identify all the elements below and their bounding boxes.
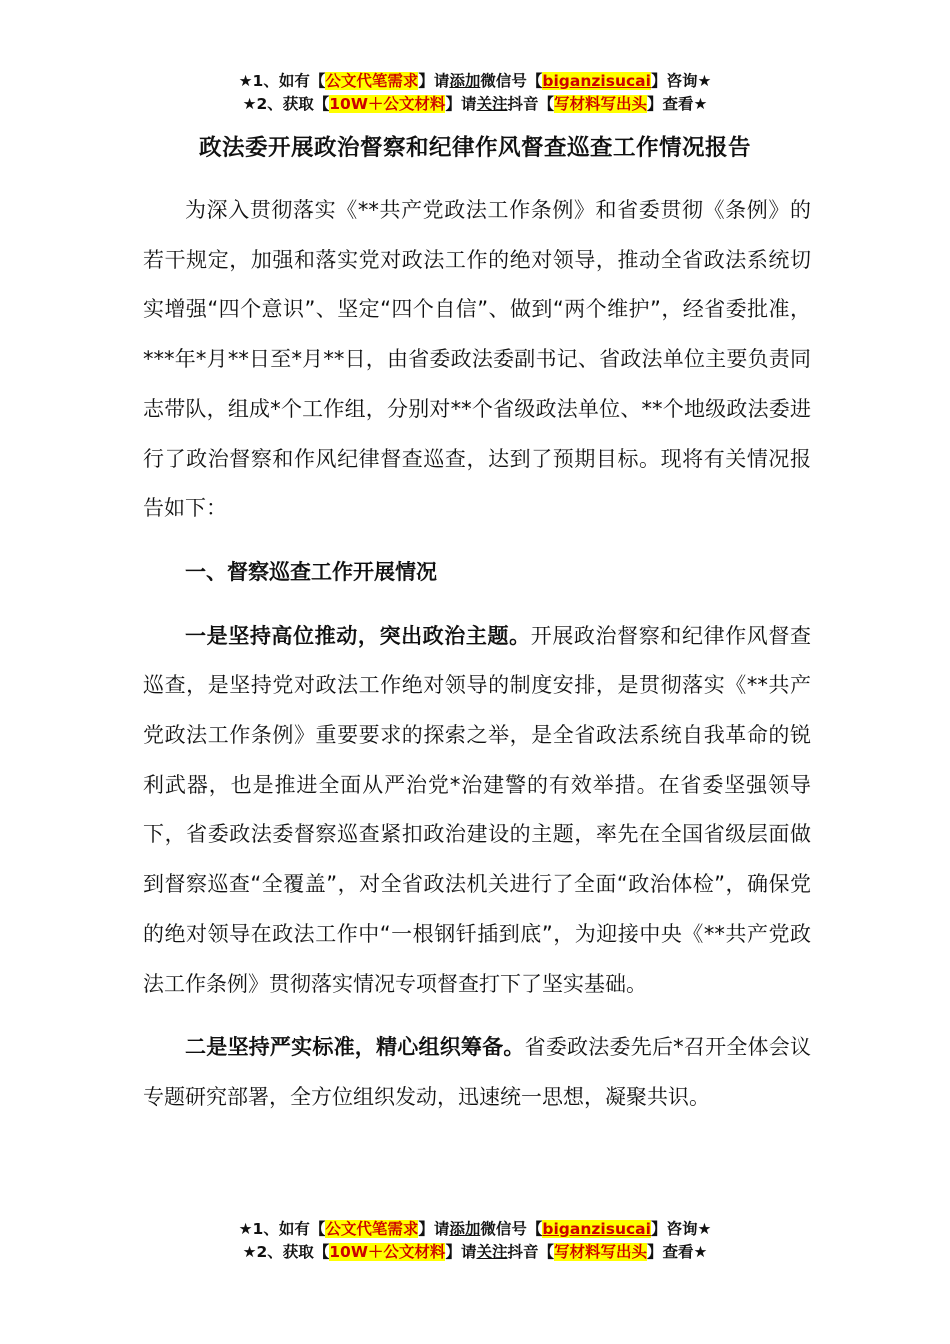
promo-text: ★2、获取【 [242,1243,330,1261]
promo-highlight: biganzisucai [542,1220,651,1238]
promo-text: ★1、如有【 [238,1220,326,1238]
paragraph-lead: 二是坚持严实标准，精心组织筹备。 [185,1035,525,1060]
promo-text: 】查看★ [647,1243,708,1261]
promo-text: 】查看★ [647,95,708,113]
promo-underlined: 关注 [476,1243,508,1261]
paragraph-text: 开展政治督察和纪律作风督查巡查，是坚持党对政法工作绝对领导的制度安排，是贯彻落实《**共产党政法工作条例》重要要求的探索之举，是全省政法系统自我革命的锐利武器，也是推进全面从严治党*治建警的有效举措。在省委坚强领导下，省委政法委督察巡查紧扣政治建设的主题，率先在全国省级层面做到督察巡查“全覆盖”，对全省政法机关进行了全面“政治体检”，确保党的绝对领导在政法工作中“一根钢钎插到底”，为迎接中央《**共产党政法工作条例》贯彻落实情况专项督查打下了坚实基础。 [143,623,812,996]
promo-highlight: 写材料写出头 [553,95,647,113]
promo-text: 】请 [445,1243,477,1261]
promo-line-1 [0,70,950,93]
promo-text: 】请 [418,1220,450,1238]
promo-highlight: 公文代笔需求 [325,72,419,90]
promo-text: ★2、获取【 [242,95,330,113]
promo-line-2 [0,93,950,116]
paragraph-lead: 一是坚持高位推动，突出政治主题。 [185,623,531,648]
paragraph-text: 省委政法委先后*召开全体会议专题研究部署，全方位组织发动，迅速统一思想，凝聚共识。 [143,1035,812,1109]
promo-text: 抖音【 [507,95,554,113]
paragraph-2 [143,1023,811,1122]
promo-underlined: 添加 [449,72,481,90]
promo-highlight: 写材料写出头 [553,1243,647,1261]
paragraph-1 [143,612,811,1010]
promo-highlight: 10W＋公文材料 [329,1243,446,1261]
promo-banner-top [0,70,950,116]
promo-line-1 [0,1218,950,1241]
promo-highlight: biganzisucai [542,72,651,90]
promo-text: 】请 [418,72,450,90]
intro-paragraph: 为深入贯彻落实《**共产党政法工作条例》和省委贯彻《条例》的若干规定，加强和落实党对政法工作的绝对领导，推动全省政法系统切实增强“四个意识”、坚定“四个自信”、做到“两个维护”，经省委批准，***年*月**日至*月**日，由省委政法委副书记、省政法单位主要负责同志带队，组成*个工作组，分别对**个省级政法单位、**个地级政法委进行了政治督察和作风纪律督查巡查，达到了预期目标。现将有关情况报告如下： [143,198,811,521]
promo-highlight: 公文代笔需求 [325,1220,419,1238]
promo-text: 】咨询★ [650,72,712,90]
promo-text: ★1、如有【 [238,72,326,90]
promo-text: 微信号【 [480,1220,543,1238]
promo-text: 微信号【 [480,72,543,90]
document-title: 政法委开展政治督察和纪律作风督查巡查工作情况报告 [198,135,751,161]
document-body [143,186,811,1123]
promo-underlined: 关注 [476,95,508,113]
promo-text: 】咨询★ [650,1220,712,1238]
promo-text: 】请 [445,95,477,113]
promo-underlined: 添加 [449,1220,481,1238]
promo-banner-bottom [0,1218,950,1264]
section-heading: 一、督察巡查工作开展情况 [185,559,437,584]
promo-line-2 [0,1241,950,1264]
promo-highlight: 10W＋公文材料 [329,95,446,113]
promo-text: 抖音【 [507,1243,554,1261]
